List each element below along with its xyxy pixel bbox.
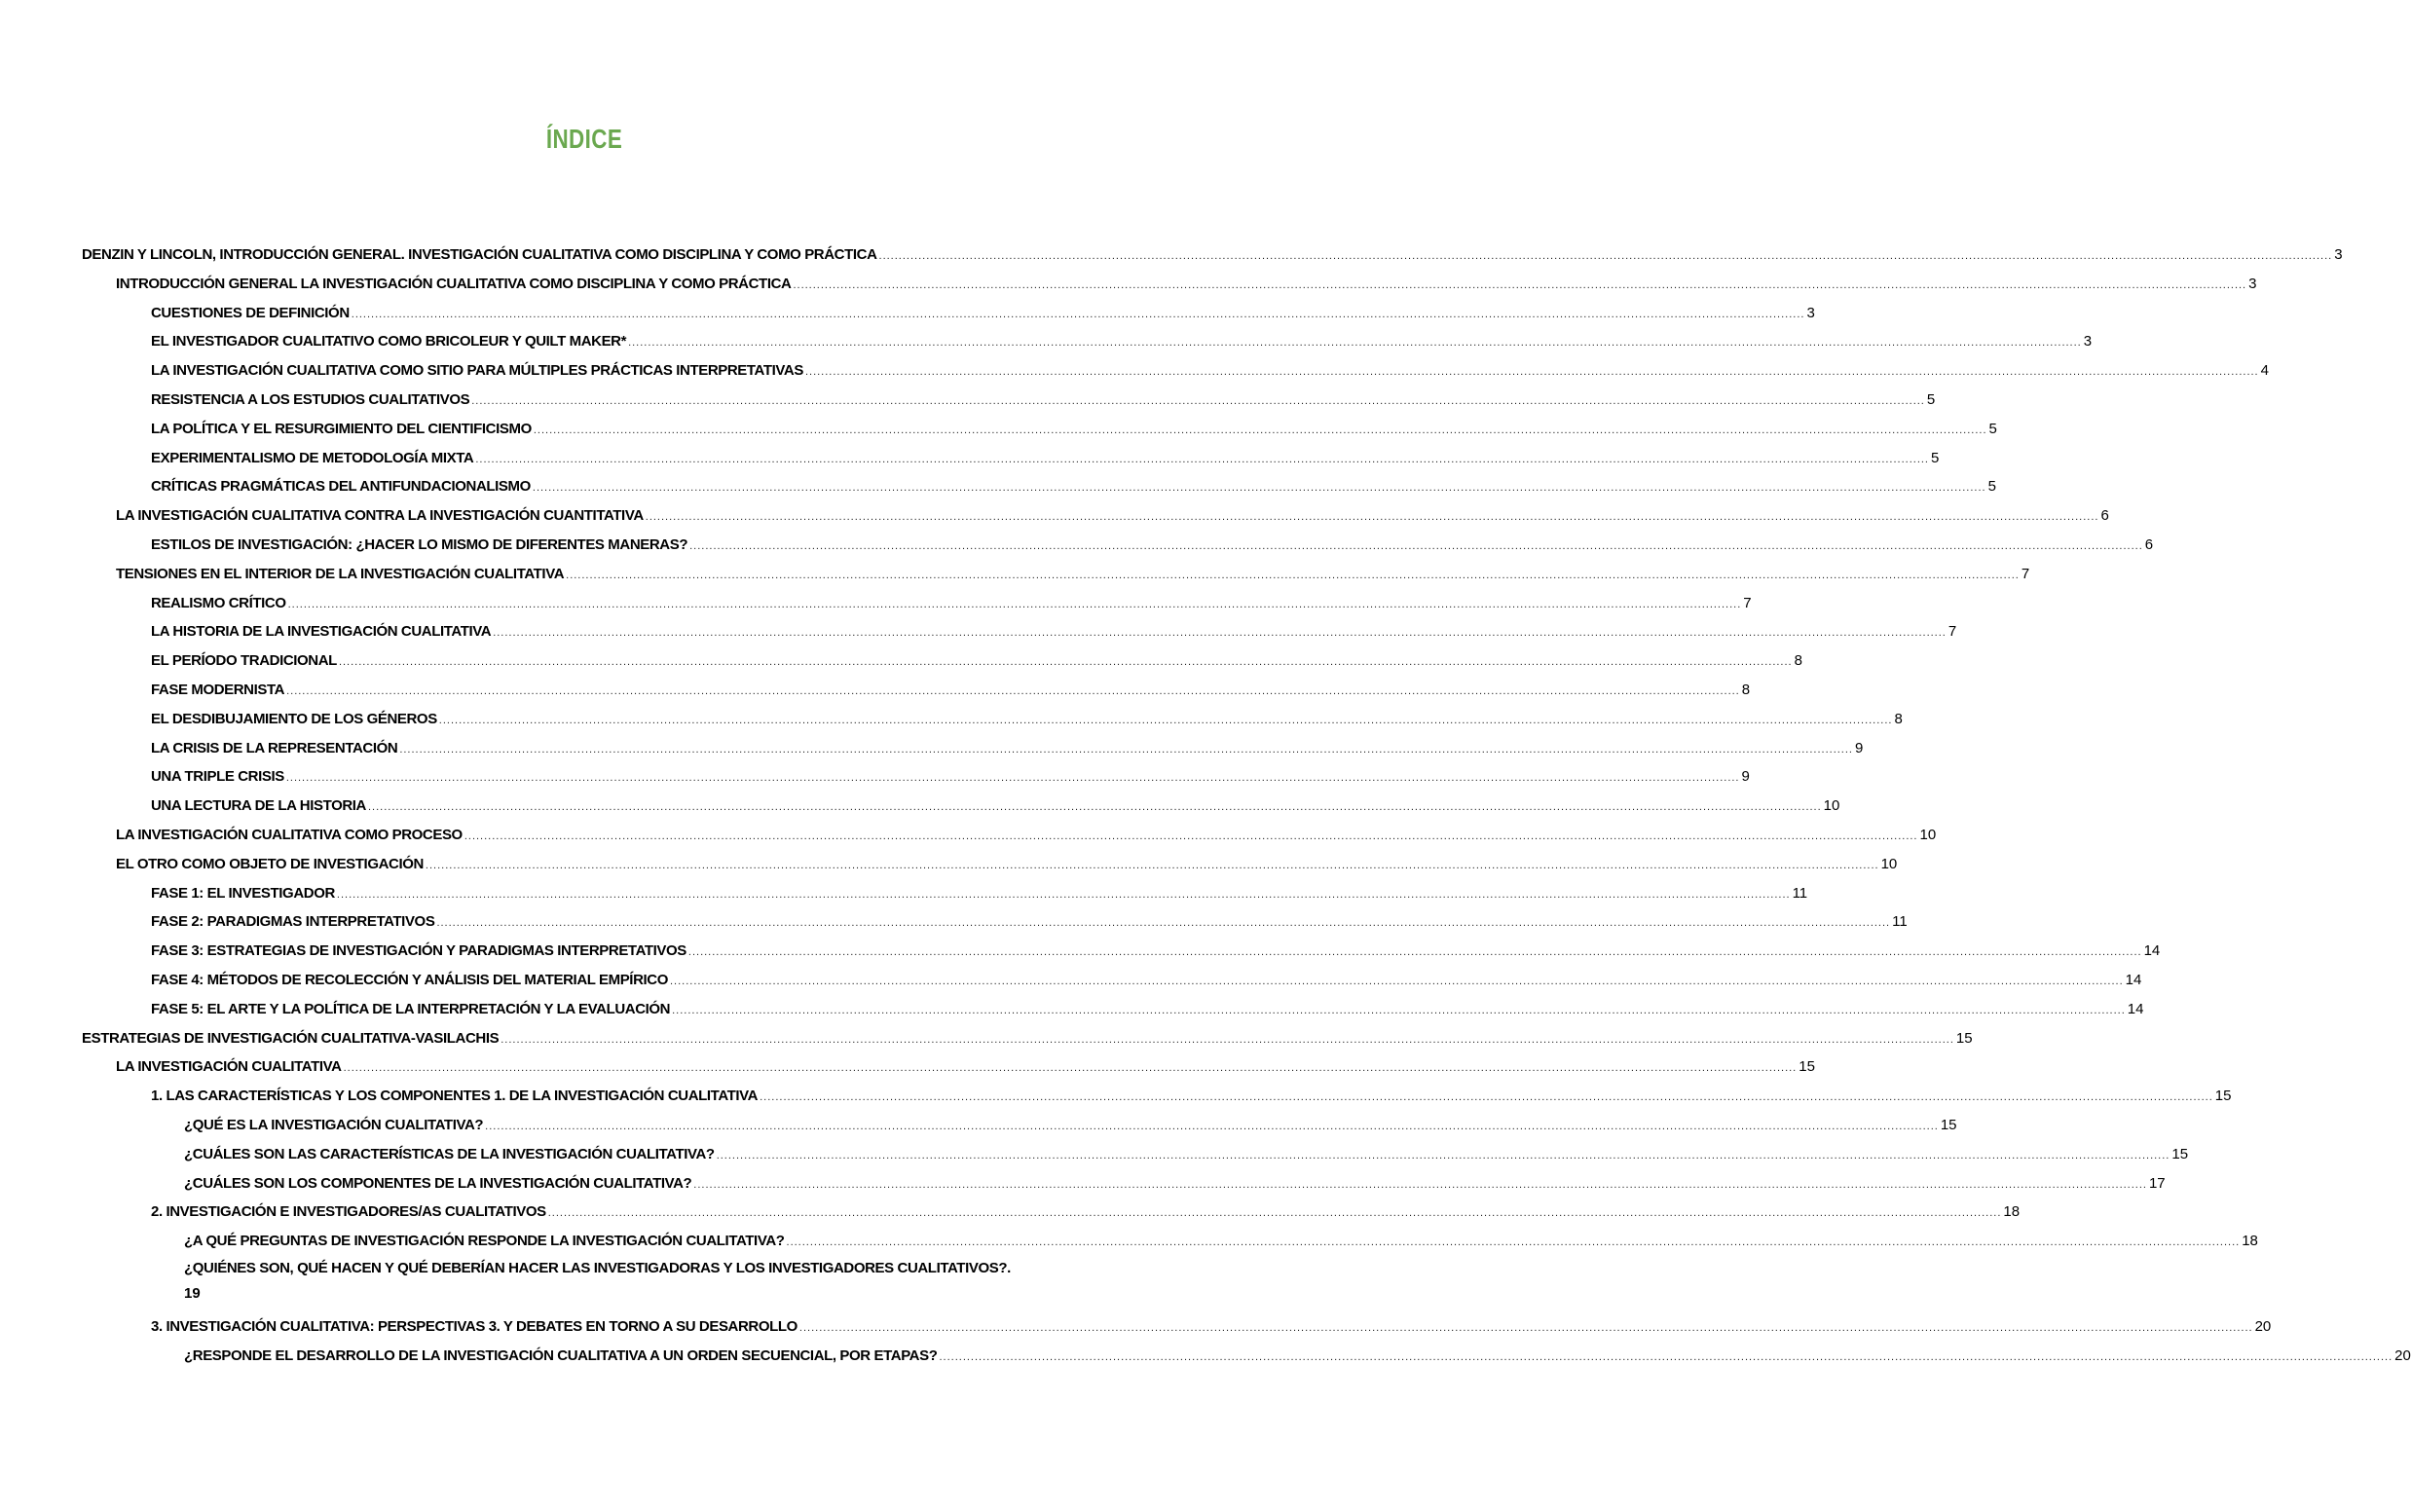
- toc-entry-text: INTRODUCCIÓN GENERAL LA INVESTIGACIÓN CUALITATIVA COMO DISCIPLINA Y COMO PRÁCTICA: [116, 275, 792, 292]
- toc-entry-text: ESTRATEGIAS DE INVESTIGACIÓN CUALITATIVA-VASILACHIS: [82, 1029, 500, 1047]
- toc-entry-text: LA INVESTIGACIÓN CUALITATIVA COMO SITIO PARA MÚLTIPLES PRÁCTICAS INTERPRETATIVAS: [151, 362, 803, 380]
- toc-entry[interactable]: [82, 415, 1997, 444]
- toc-entry-page: 5: [1931, 449, 1940, 466]
- toc-entry-text: LA INVESTIGACIÓN CUALITATIVA: [116, 1058, 342, 1076]
- toc-entry[interactable]: [82, 560, 2030, 589]
- toc-entry-page: 10: [1919, 826, 1937, 843]
- toc-entry[interactable]: [82, 995, 2144, 1024]
- dot-leader: [533, 474, 1986, 503]
- toc-entry-page: 3: [2334, 246, 2343, 263]
- toc-entry[interactable]: [82, 792, 1840, 821]
- toc-entry[interactable]: [82, 1198, 2021, 1227]
- dot-leader: [548, 1199, 2002, 1229]
- toc-entry[interactable]: [82, 762, 1750, 792]
- toc-entry[interactable]: [82, 327, 2093, 356]
- toc-entry[interactable]: [82, 1312, 2272, 1342]
- toc-entry-text: FASE 2: PARADIGMAS INTERPRETATIVOS: [151, 913, 435, 931]
- toc-entry-text: 3. INVESTIGACIÓN CUALITATIVA: PERSPECTIVAS 3. Y DEBATES EN TORNO A SU DESARROLLO: [151, 1317, 797, 1335]
- dot-leader: [799, 1314, 2253, 1344]
- toc-entry-page: 9: [1854, 739, 1864, 756]
- toc-entry[interactable]: [82, 240, 2343, 270]
- toc-entry-page: 20: [2254, 1317, 2272, 1335]
- toc-entry[interactable]: [82, 937, 2161, 966]
- dot-leader: [337, 881, 1791, 910]
- toc-entry-page: 10: [1880, 855, 1898, 872]
- toc-entry-text: RESISTENCIA A LOS ESTUDIOS CUALITATIVOS: [151, 390, 470, 408]
- toc-entry-page: 10: [1823, 797, 1840, 815]
- toc-entry-text: LA HISTORIA DE LA INVESTIGACIÓN CUALITATIVA: [151, 623, 492, 641]
- toc-entry[interactable]: [82, 676, 1751, 705]
- toc-entry-page: 14: [2125, 971, 2142, 988]
- toc-entry-text: CRÍTICAS PRAGMÁTICAS DEL ANTIFUNDACIONALISMO: [151, 478, 531, 496]
- dot-leader: [475, 446, 1929, 475]
- document-title: ÍNDICE: [545, 123, 623, 154]
- dot-leader: [288, 591, 1742, 620]
- toc-entry-page: 11: [1792, 884, 1808, 902]
- toc-entry-text: ¿CUÁLES SON LAS CARACTERÍSTICAS DE LA INVESTIGACIÓN CUALITATIVA?: [184, 1145, 715, 1162]
- toc-entry-page: 7: [2021, 565, 2030, 582]
- dot-leader: [672, 997, 2126, 1026]
- toc-entry[interactable]: [82, 705, 1903, 734]
- dot-leader: [368, 793, 1822, 823]
- toc-entry-page: 19: [184, 1284, 201, 1302]
- toc-entry-page: 5: [1988, 420, 1997, 437]
- toc-entry-page: 18: [2242, 1233, 2258, 1250]
- toc-entry-text: FASE 3: ESTRATEGIAS DE INVESTIGACIÓN Y PARADIGMAS INTERPRETATIVOS: [151, 942, 686, 960]
- toc-entry-page: 5: [1987, 478, 1996, 496]
- toc-entry-page: 8: [1741, 681, 1751, 698]
- toc-entry-page: 3: [2083, 333, 2093, 350]
- toc-entry[interactable]: [82, 444, 1940, 473]
- toc-entry[interactable]: [82, 1111, 1957, 1140]
- toc-entry-text: FASE 4: MÉTODOS DE RECOLECCIÓN Y ANÁLISIS DEL MATERIAL EMPÍRICO: [151, 971, 668, 988]
- toc-entry-text: EL DESDIBUJAMIENTO DE LOS GÉNEROS: [151, 710, 437, 727]
- dot-leader: [286, 764, 1740, 793]
- toc-entry-page: 14: [2127, 1000, 2144, 1017]
- toc-entry-text: 1. LAS CARACTERÍSTICAS Y LOS COMPONENTES 1. DE LA INVESTIGACIÓN CUALITATIVA: [151, 1088, 759, 1105]
- toc-entry-page: 15: [2214, 1088, 2232, 1105]
- toc-entry-text: ESTILOS DE INVESTIGACIÓN: ¿HACER LO MISMO DE DIFERENTES MANERAS?: [151, 535, 688, 553]
- toc-entry-text: 2. INVESTIGACIÓN E INVESTIGADORES/AS CUALITATIVOS: [151, 1203, 546, 1221]
- toc-entry[interactable]: [82, 1169, 2166, 1199]
- toc-entry[interactable]: [82, 589, 1752, 618]
- toc-entry-text: TENSIONES EN EL INTERIOR DE LA INVESTIGACIÓN CUALITATIVA: [116, 565, 565, 582]
- toc-entry-text: LA CRISIS DE LA REPRESENTACIÓN: [151, 739, 398, 756]
- toc-entry[interactable]: [82, 617, 1957, 646]
- toc-entry[interactable]: [82, 907, 1908, 937]
- toc-entry-page: 15: [1940, 1116, 1957, 1133]
- dot-leader: [436, 909, 1890, 939]
- toc-entry-page: 8: [1794, 652, 1802, 670]
- toc-entry[interactable]: [82, 821, 1937, 850]
- toc-entry-page: 20: [2394, 1346, 2411, 1364]
- dot-leader: [793, 272, 2246, 301]
- dot-leader: [688, 939, 2142, 968]
- toc-entry[interactable]: [82, 1256, 1088, 1312]
- toc-entry[interactable]: [82, 1052, 1815, 1082]
- toc-entry-text: REALISMO CRÍTICO: [151, 594, 286, 611]
- dot-leader: [760, 1084, 2213, 1113]
- dot-leader: [464, 823, 1918, 852]
- dot-leader: [646, 503, 2099, 533]
- toc-entry-text: DENZIN Y LINCOLN, INTRODUCCIÓN GENERAL. INVESTIGACIÓN CUALITATIVA COMO DISCIPLINA Y COMO PRÁCTICA: [82, 246, 877, 263]
- toc-entry[interactable]: [82, 531, 2154, 560]
- dot-leader: [339, 648, 1793, 678]
- toc-entry-page: 4: [2260, 362, 2269, 380]
- dot-leader: [939, 1344, 2392, 1373]
- toc-entry-page: 6: [2100, 507, 2109, 525]
- toc-entry-text: ¿A QUÉ PREGUNTAS DE INVESTIGACIÓN RESPONDE LA INVESTIGACIÓN CUALITATIVA?: [184, 1233, 785, 1250]
- toc-entry[interactable]: [82, 501, 2109, 531]
- toc-entry-page: 17: [2148, 1174, 2166, 1192]
- dot-leader: [344, 1054, 1798, 1084]
- toc-entry[interactable]: [82, 270, 2257, 299]
- toc-entry[interactable]: [82, 1342, 2411, 1371]
- toc-entry-text: LA INVESTIGACIÓN CUALITATIVA CONTRA LA INVESTIGACIÓN CUANTITATIVA: [116, 507, 644, 525]
- dot-leader: [352, 301, 1805, 330]
- toc-entry-text: EXPERIMENTALISMO DE METODOLOGÍA MIXTA: [151, 449, 474, 466]
- dot-leader: [628, 329, 2082, 358]
- dot-leader: [879, 242, 2333, 272]
- dot-leader: [501, 1026, 1954, 1055]
- toc-entry[interactable]: [82, 1024, 1973, 1053]
- toc-entry-text: UNA LECTURA DE LA HISTORIA: [151, 797, 366, 815]
- toc-entry-page: 18: [2003, 1203, 2021, 1221]
- dot-leader: [787, 1229, 2241, 1258]
- toc-entry-page: 3: [2248, 275, 2257, 292]
- dot-leader: [670, 968, 2124, 997]
- toc-entry-page: 11: [1892, 913, 1908, 931]
- toc-entry[interactable]: [82, 879, 1808, 908]
- dot-leader: [717, 1142, 2170, 1171]
- dot-leader: [286, 678, 1740, 707]
- toc-entry-text: LA POLÍTICA Y EL RESURGIMIENTO DEL CIENTIFICISMO: [151, 420, 532, 437]
- toc-entry-text: ¿QUIÉNES SON, QUÉ HACEN Y QUÉ DEBERÍAN HACER LAS INVESTIGADORAS Y LOS INVESTIGADORES CUALITATIVOS?.: [184, 1259, 1011, 1276]
- toc-entry[interactable]: [82, 966, 2142, 995]
- toc-entry-text: CUESTIONES DE DEFINICIÓN: [151, 304, 350, 321]
- toc-entry[interactable]: [82, 646, 1802, 676]
- toc-entry[interactable]: [82, 1082, 2232, 1111]
- toc-entry-page: 7: [1947, 623, 1957, 641]
- toc-entry-page: 8: [1894, 710, 1903, 727]
- toc-entry-text: LA INVESTIGACIÓN CUALITATIVA COMO PROCESO: [116, 826, 463, 843]
- toc-entry[interactable]: [82, 850, 1898, 879]
- toc-entry-page: 3: [1806, 304, 1815, 321]
- toc-entry-text: FASE MODERNISTA: [151, 681, 285, 698]
- toc-entry-text: ¿RESPONDE EL DESARROLLO DE LA INVESTIGACIÓN CUALITATIVA A UN ORDEN SECUENCIAL, POR ETAPAS?: [184, 1346, 938, 1364]
- dot-leader: [439, 707, 1893, 736]
- dot-leader: [534, 417, 1987, 446]
- toc-entry-text: EL OTRO COMO OBJETO DE INVESTIGACIÓN: [116, 855, 424, 872]
- table-of-contents: [82, 240, 2411, 1370]
- dot-leader: [471, 387, 1925, 417]
- dot-leader: [493, 619, 1947, 648]
- toc-entry-page: 15: [1955, 1029, 1973, 1047]
- toc-entry[interactable]: [82, 356, 2269, 386]
- toc-entry-page: 15: [1799, 1058, 1815, 1076]
- dot-leader: [566, 562, 2020, 591]
- toc-entry-page: 7: [1743, 594, 1752, 611]
- toc-entry-text: FASE 5: EL ARTE Y LA POLÍTICA DE LA INTERPRETACIÓN Y LA EVALUACIÓN: [151, 1000, 671, 1017]
- toc-entry-page: 15: [2171, 1145, 2189, 1162]
- dot-leader: [399, 736, 1853, 765]
- toc-entry-text: ¿CUÁLES SON LOS COMPONENTES DE LA INVESTIGACIÓN CUALITATIVA?: [184, 1174, 692, 1192]
- toc-entry[interactable]: [82, 299, 1815, 328]
- dot-leader: [693, 1171, 2147, 1200]
- dot-leader: [689, 533, 2143, 562]
- toc-entry-page: 6: [2144, 535, 2154, 553]
- toc-entry-text: EL INVESTIGADOR CUALITATIVO COMO BRICOLEUR Y QUILT MAKER*: [151, 333, 627, 350]
- toc-entry-page: 14: [2143, 942, 2161, 960]
- toc-entry-text: UNA TRIPLE CRISIS: [151, 768, 284, 786]
- toc-entry-text: ¿QUÉ ES LA INVESTIGACIÓN CUALITATIVA?: [184, 1116, 484, 1133]
- toc-entry-page: 9: [1741, 768, 1750, 786]
- toc-entry-text: EL PERÍODO TRADICIONAL: [151, 652, 337, 670]
- dot-leader: [485, 1113, 1939, 1142]
- toc-entry[interactable]: [82, 734, 1864, 763]
- toc-entry-page: 5: [1926, 390, 1936, 408]
- dot-leader: [426, 852, 1879, 881]
- dot-leader: [805, 358, 2259, 387]
- toc-entry-text: FASE 1: EL INVESTIGADOR: [151, 884, 335, 902]
- toc-entry[interactable]: [82, 472, 1996, 501]
- toc-entry[interactable]: [82, 386, 1936, 415]
- toc-entry[interactable]: [82, 1227, 2258, 1256]
- toc-entry[interactable]: [82, 1140, 2189, 1169]
